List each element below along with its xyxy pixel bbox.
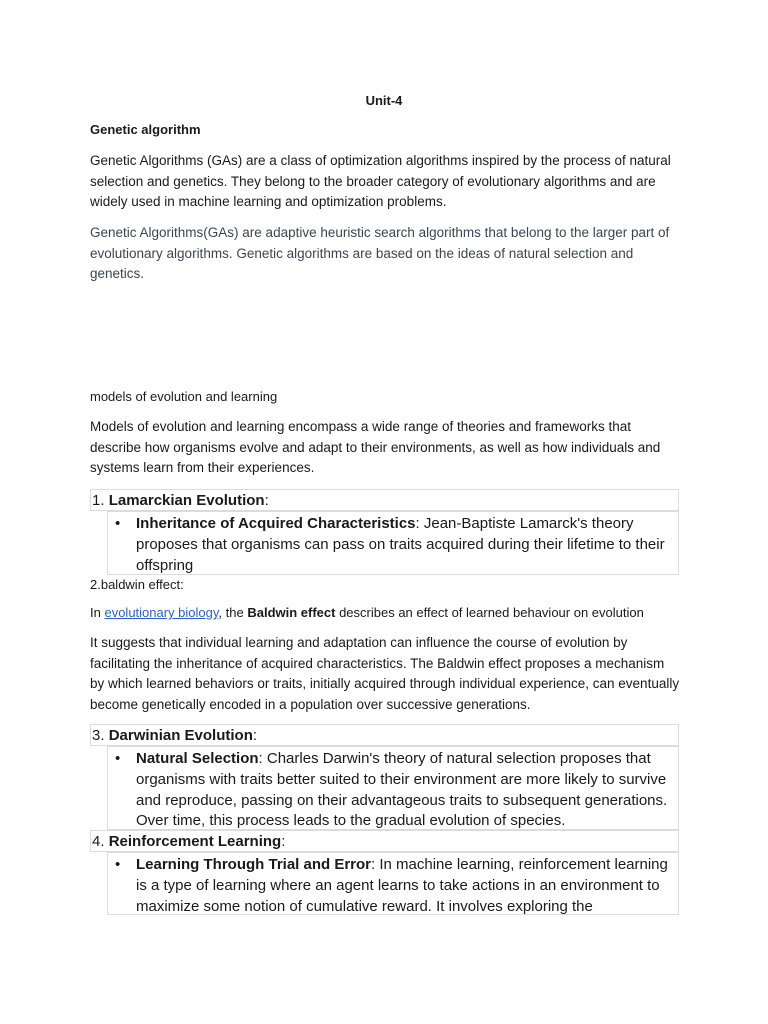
list-item-title: Darwinian Evolution — [108, 727, 253, 744]
bullet-natural-selection — [107, 746, 679, 830]
list-item-lamarckian — [90, 489, 679, 511]
section-heading-models: models of evolution and learning — [90, 389, 278, 404]
bullet-title: Learning Through Trial and Error — [136, 856, 372, 873]
bullet-title: Inheritance of Acquired Characteristics — [136, 515, 416, 532]
list-item-title: Lamarckian Evolution — [108, 492, 265, 509]
list-number: 3. — [92, 727, 105, 744]
section-heading-baldwin: 2.baldwin effect: — [90, 577, 184, 592]
paragraph-baldwin: It suggests that individual learning and adaptation can influence the course of evolution by facilitating the inheritance of acquired characteristics. The Baldwin effect proposes a mechanism by which learned behaviors or traits, initially acquired through individual experience, can eventually become genetically encoded in a population over successive generations. — [90, 635, 680, 712]
paragraph-models-intro: Models of evolution and learning encompass a wide range of theories and frameworks that describe how organisms evolve and adapt to their environments, as well as how individuals and systems learn from their experiences. — [90, 419, 661, 475]
bullet-trial-and-error — [107, 852, 679, 915]
bullet-title: Natural Selection — [136, 750, 259, 767]
list-item-suffix: : — [252, 727, 258, 744]
section-heading-genetic-algorithm: Genetic algorithm — [90, 122, 201, 137]
evolutionary-biology-link[interactable]: evolutionary biology — [104, 605, 219, 620]
bullet-text: : In machine learning, reinforcement learning is a type of learning where an agent learns to take actions in an environment to maximize some notion of cumulative reward. It involves exploring the — [136, 856, 668, 915]
unit-title: Unit-4 — [365, 93, 403, 108]
list-item-reinforcement — [90, 830, 679, 852]
list-item-darwinian — [90, 724, 679, 746]
bullet-inheritance — [107, 511, 679, 575]
paragraph-ga-intro: Genetic Algorithms (GAs) are a class of optimization algorithms inspired by the process of natural selection and genetics. They belong to the broader category of evolutionary algorithms and are widely used in machine learning and optimization problems. — [90, 153, 671, 209]
baldwin-effect-term: Baldwin effect — [247, 605, 336, 620]
list-item-title: Reinforcement Learning — [108, 833, 282, 850]
text-fragment: In — [90, 605, 105, 620]
list-item-suffix: : — [264, 492, 269, 509]
bullet-text: : Charles Darwin's theory of natural selection proposes that organisms with traits better suited to their environment are more likely to survive and reproduce, passing on their advantageous traits to subsequent generations. Over time, this process leads to the gradual evolution of species. — [136, 750, 668, 830]
text-fragment: describes an effect of learned behaviour on evolution — [335, 605, 644, 620]
bullet-text: : Jean-Baptiste Lamarck's theory proposes that organisms can pass on traits acquired during their lifetime to their offspring — [136, 515, 665, 574]
bullet-icon: • — [115, 856, 121, 873]
list-number: 4. — [92, 833, 105, 850]
baldwin-definition-line — [90, 605, 644, 620]
list-number: 1. — [92, 492, 105, 509]
paragraph-ga-definition: Genetic Algorithms(GAs) are adaptive heuristic search algorithms that belong to the larger part of evolutionary algorithms. Genetic algorithms are based on the ideas of natural selection and genetics. — [90, 225, 670, 281]
text-fragment: , the — [218, 605, 248, 620]
bullet-icon: • — [115, 515, 121, 532]
bullet-icon: • — [115, 750, 121, 767]
list-item-suffix: : — [281, 833, 286, 850]
